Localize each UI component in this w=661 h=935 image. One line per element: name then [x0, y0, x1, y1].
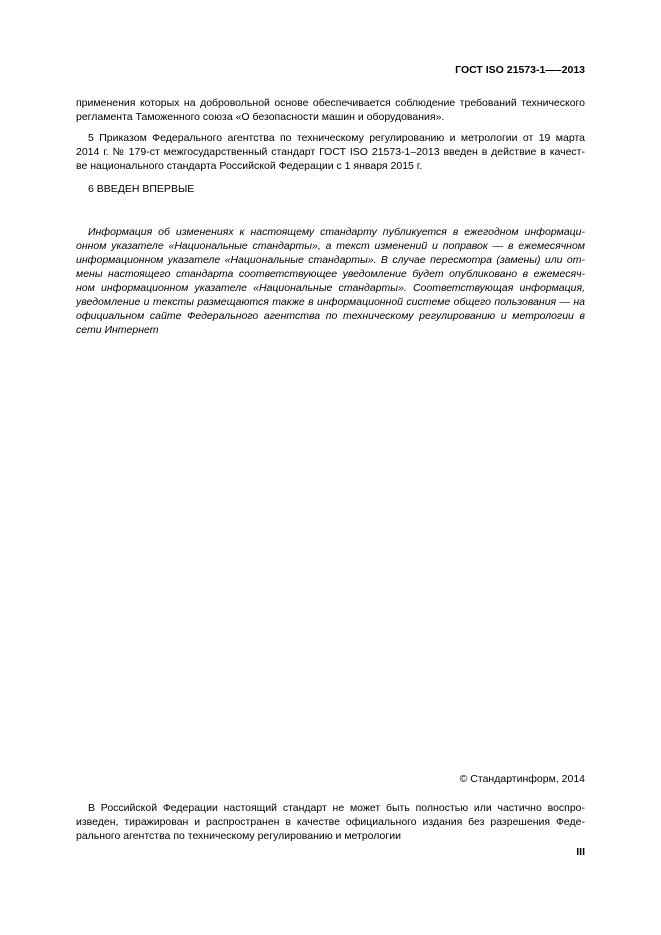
continuation-line: применения которых на добровольной основе обеспечивается соблюдение требований технического	[76, 97, 585, 109]
info-notice-line: ном информационном указателе «Национальные стандарты». Соответствующая информация,	[76, 282, 585, 294]
copyright-notice: © Стандартинформ, 2014	[459, 773, 585, 785]
item-6-text: 6 ВВЕДЕН ВПЕРВЫЕ	[88, 183, 195, 195]
item-6-paragraph	[76, 182, 585, 196]
reproduction-restriction	[76, 801, 585, 843]
info-notice-line: информационном указателе «Национальные стандарты». В случае пересмотра (замены) или от-	[76, 254, 585, 266]
item-5-line: ве национального стандарта Российской Федерации с 1 января 2015 г.	[76, 160, 423, 172]
item-5-line: 2014 г. № 179-ст межгосударственный стандарт ГОСТ ISO 21573-1–2013 введен в действие в качест-	[76, 146, 585, 158]
restriction-line: В Российской Федерации настоящий стандарт не может быть полностью или частично воспро-	[88, 802, 585, 814]
info-notice	[76, 225, 585, 337]
info-notice-line: уведомление и тексты размещаются также в информационной системе общего пользования — на	[76, 296, 585, 308]
item-5-paragraph	[76, 131, 585, 173]
restriction-line: рального агентства по техническому регулированию и метрологии	[76, 830, 401, 842]
continuation-paragraph	[76, 96, 585, 124]
info-notice-line: онном указателе «Национальные стандарты», а текст изменений и поправок — в ежемесячном	[76, 240, 585, 252]
info-notice-line: Информация об изменениях к настоящему стандарту публикуется в ежегодном информаци-	[88, 226, 585, 238]
document-header: ГОСТ ISO 21573-1—–2013	[455, 64, 585, 76]
info-notice-line: мены настоящего стандарта соответствующее уведомление будет опубликовано в ежемесяч-	[76, 268, 585, 280]
restriction-line: изведен, тиражирован и распространен в качестве официального издания без разрешения Феде-	[76, 816, 585, 828]
info-notice-line: сети Интернет	[76, 324, 159, 336]
item-5-line: 5 Приказом Федерального агентства по техническому регулированию и метрологии от 19 марта	[88, 132, 585, 144]
page-number: III	[576, 846, 585, 858]
info-notice-line: официальном сайте Федерального агентства по техническому регулированию и метрологии в	[76, 310, 585, 322]
continuation-line: регламента Таможенного союза «О безопасности машин и оборудования».	[76, 111, 445, 123]
